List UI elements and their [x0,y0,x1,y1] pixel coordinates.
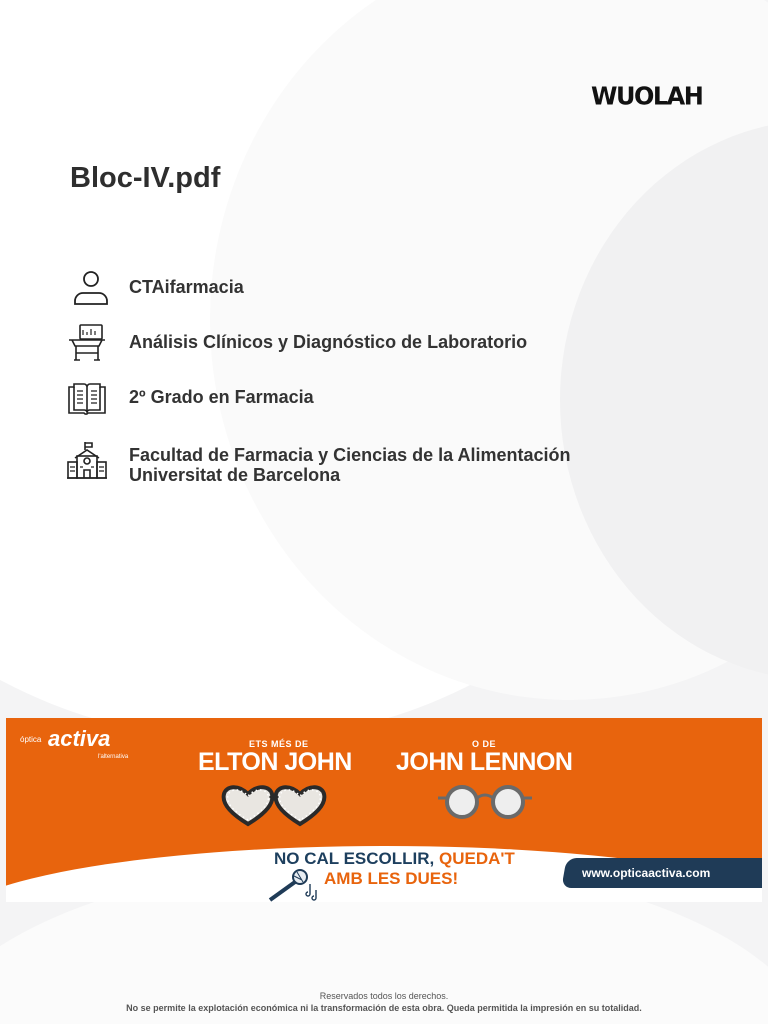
footer-notice: No se permite la explotación económica ni la transformación de esta obra. Queda permitida la impresión en su totalidad. [126,1003,642,1013]
ad-pre-text-1: ETS MÉS DE [249,739,309,749]
degree-row [66,377,314,419]
footer-rights: Reservados todos los derechos. [319,991,449,1001]
university-line: Universitat de Barcelona [129,465,341,485]
faculty-row [66,440,571,485]
author-row [66,267,244,309]
ad-slogan-line2 [324,869,458,889]
subject-row [66,322,527,364]
round-glasses-icon [436,784,536,822]
ad-slogan-part: NO CAL ESCOLLIR, [274,849,439,868]
footer [0,990,768,1014]
advertisement-banner[interactable] [6,718,762,902]
school-building-icon [66,440,108,482]
user-icon [66,267,108,309]
subject-name: Análisis Clínicos y Diagnóstico de Laboratorio [129,332,528,352]
ad-brand-prefix: óptica [20,735,42,744]
ad-brand-name: activa [48,726,111,751]
ad-slogan-line1 [274,849,515,869]
microphone-icon [264,868,320,902]
ad-url-link[interactable]: www.opticaactiva.com [582,866,711,880]
book-icon [66,377,108,419]
degree-name: 2º Grado en Farmacia [129,387,314,407]
faculty-name [129,440,571,485]
ad-slogan-highlight-2: AMB LES DUES! [324,869,459,888]
faculty-line: Facultad de Farmacia y Ciencias de la Alimentación [129,445,571,465]
ad-brand-sub: l'alternativa [98,754,129,760]
ad-slogan-highlight: QUEDA'T [438,849,515,868]
ad-name-2: JOHN LENNON [396,748,573,776]
document-title: Bloc-IV.pdf [70,162,221,194]
heart-glasses-icon [220,782,328,828]
ad-name-1: ELTON JOHN [198,748,352,776]
ad-pre-text-2: O DE [472,739,497,749]
wuolah-logo[interactable]: WUOLAH [591,81,703,111]
author-name: CTAifarmacia [129,277,244,297]
desk-icon [66,322,108,364]
